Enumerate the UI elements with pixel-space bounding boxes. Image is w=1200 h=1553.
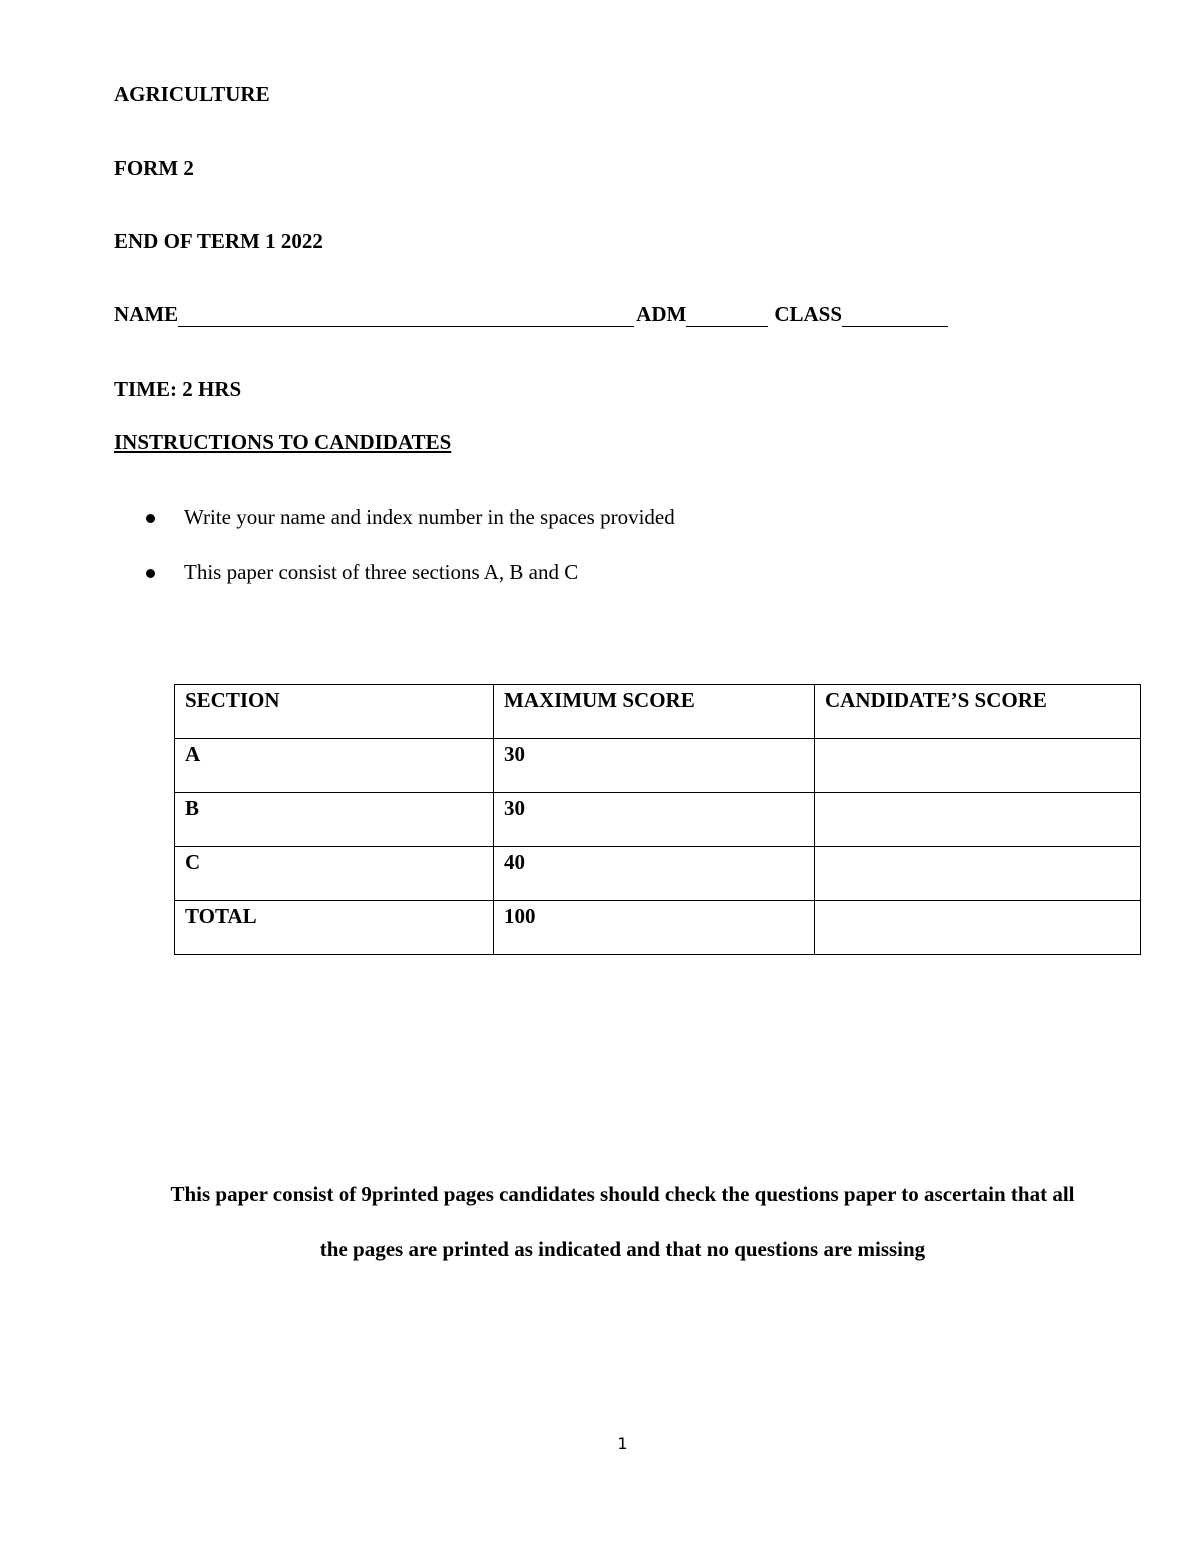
instructions-list <box>146 503 675 613</box>
footer-note-line-2: the pages are printed as indicated and that no questions are missing <box>319 1237 926 1261</box>
candidate-score-cell[interactable] <box>815 793 1141 847</box>
section-cell: C <box>175 847 494 901</box>
instruction-text: Write your name and index number in the spaces provided <box>184 504 675 529</box>
class-label: CLASS <box>774 302 843 326</box>
candidate-score-cell[interactable] <box>815 739 1141 793</box>
adm-label: ADM <box>636 302 687 326</box>
exam-term: END OF TERM 1 2022 <box>114 229 323 253</box>
header-max-score: MAXIMUM SCORE <box>494 685 815 739</box>
table-header-row <box>175 685 1141 739</box>
bullet-icon <box>146 569 155 578</box>
section-cell: A <box>175 739 494 793</box>
form-level: FORM 2 <box>114 156 194 180</box>
header-section: SECTION <box>175 685 494 739</box>
bullet-icon <box>146 514 155 523</box>
instruction-text: This paper consist of three sections A, B and C <box>184 559 579 584</box>
adm-field[interactable] <box>686 304 768 327</box>
table-row <box>175 793 1141 847</box>
instruction-item <box>146 558 675 586</box>
name-label: NAME <box>114 302 179 326</box>
class-field[interactable] <box>842 304 948 327</box>
max-score-cell: 100 <box>494 901 815 955</box>
section-cell: B <box>175 793 494 847</box>
table-row-total <box>175 901 1141 955</box>
max-score-cell: 30 <box>494 793 815 847</box>
candidate-score-cell[interactable] <box>815 847 1141 901</box>
subject-title: AGRICULTURE <box>114 82 270 106</box>
table-row <box>175 739 1141 793</box>
name-field[interactable] <box>178 304 634 327</box>
max-score-cell: 30 <box>494 739 815 793</box>
candidate-details-line <box>114 302 950 327</box>
page-number: 1 <box>617 1434 628 1453</box>
max-score-cell: 40 <box>494 847 815 901</box>
instructions-heading: INSTRUCTIONS TO CANDIDATES <box>114 430 452 454</box>
score-table <box>174 684 1141 955</box>
section-cell: TOTAL <box>175 901 494 955</box>
candidate-score-cell[interactable] <box>815 901 1141 955</box>
exam-duration: TIME: 2 HRS <box>114 377 242 401</box>
table-row <box>175 847 1141 901</box>
header-candidate-score: CANDIDATE’S SCORE <box>815 685 1141 739</box>
instruction-item <box>146 503 675 531</box>
footer-note-line-1: This paper consist of 9printed pages candidates should check the questions paper to ascertain that all <box>170 1182 1075 1206</box>
